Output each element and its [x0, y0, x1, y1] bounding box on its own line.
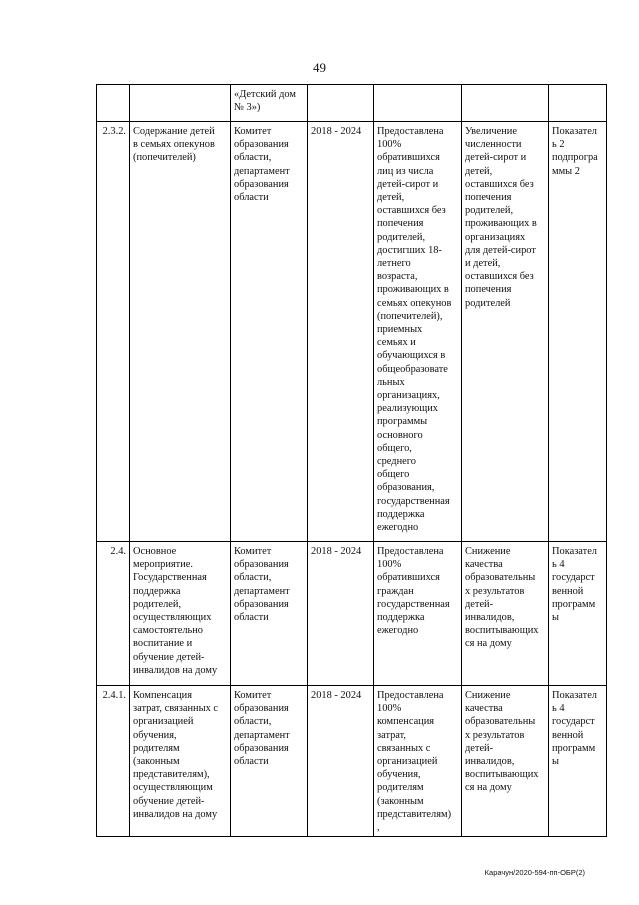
cell-line: Показател [552, 546, 597, 557]
cell-line: образования [234, 139, 289, 151]
cell-executor [231, 686, 308, 837]
cell-line: ммы 2 [552, 165, 580, 177]
cell-line: реализующих [377, 403, 438, 415]
cell-line: Государственная [133, 572, 207, 584]
cell-line: ы [552, 756, 559, 768]
cell-line: образования [234, 178, 289, 190]
cell-line: инвалидов, [465, 756, 515, 768]
cell-line: области [234, 612, 269, 624]
cell-line: родителей, [133, 598, 182, 610]
cell-line: венной [552, 585, 584, 597]
cell-line: № 3») [234, 102, 261, 114]
cell-line: поддержка [377, 612, 425, 624]
cell-result [374, 542, 462, 686]
cell-num [97, 686, 130, 837]
cell-line: самостоятельно [133, 625, 204, 637]
cell-line: летнего [377, 258, 411, 270]
cell-line: в семьях опекунов [133, 139, 215, 151]
cell-line: оставшихся без [465, 178, 534, 190]
cell-line: детей- [465, 598, 494, 610]
cell-line: Комитет [234, 546, 272, 557]
cell-line: Увеличение [465, 126, 517, 137]
cell-line: поддержка [133, 585, 181, 597]
cell-line: достигших 18- [377, 244, 442, 256]
cell-name [130, 542, 231, 686]
cell-line: родителей, [465, 205, 514, 217]
cell-line: государст [552, 572, 595, 584]
cell-name [130, 686, 231, 837]
cell-result [374, 122, 462, 542]
cell-line: детей- [465, 742, 494, 754]
cell-line: Предоставлена [377, 126, 444, 137]
cell-line: (попечителей) [133, 152, 196, 164]
cell-line: качества [465, 559, 503, 571]
cell-text: 2.4.1. [102, 690, 126, 701]
cell-consequence [462, 85, 549, 122]
cell-line: Содержание детей [133, 126, 215, 137]
cell-line: детей, [465, 165, 493, 177]
cell-line: образовательны [465, 572, 536, 584]
cell-line: и детей, [465, 258, 501, 270]
cell-result [374, 85, 462, 122]
cell-line: области [234, 756, 269, 768]
cell-line: ь 4 [552, 703, 565, 715]
cell-line: инвалидов, [465, 612, 515, 624]
cell-line: Показател [552, 690, 597, 701]
cell-line: Компенсация [133, 690, 192, 701]
table-row [97, 122, 607, 542]
cell-line: представителям) [377, 808, 452, 820]
cell-line: компенсация [377, 716, 435, 728]
cell-line: ы [552, 612, 559, 624]
cell-period [308, 85, 374, 122]
cell-num [97, 85, 130, 122]
cell-line: 100% [377, 703, 402, 715]
cell-line: программ [552, 742, 596, 754]
cell-text: 2.3.2. [102, 126, 126, 137]
cell-line: образования [234, 703, 289, 715]
cell-line: граждан [377, 585, 414, 597]
cell-name [130, 122, 231, 542]
cell-line: инвалидов на дому [133, 808, 218, 820]
cell-line: общего [377, 469, 410, 481]
cell-line: обратившихся [377, 572, 440, 584]
cell-line: ежегодно [377, 522, 419, 534]
cell-period [308, 122, 374, 542]
cell-line: венной [552, 729, 584, 741]
cell-consequence [462, 122, 549, 542]
cell-line: обратившихся [377, 152, 440, 164]
cell-line: попечения [377, 218, 424, 230]
cell-line: ь 4 [552, 559, 565, 571]
cell-line: затрат, связанных с [133, 703, 218, 715]
cell-line: поддержка [377, 508, 425, 520]
cell-line: образовательны [465, 716, 536, 728]
cell-line: возраста, [377, 271, 418, 283]
cell-line: ся на дому [465, 782, 512, 794]
cell-period [308, 686, 374, 837]
cell-line: качества [465, 703, 503, 715]
cell-line: области [234, 192, 269, 204]
cell-line: общеобразовате [377, 363, 448, 375]
cell-line: Комитет [234, 690, 272, 701]
cell-line: попечения [465, 192, 512, 204]
cell-indicator [549, 542, 607, 686]
cell-line: Снижение [465, 546, 511, 557]
cell-line: обучения, [133, 729, 177, 741]
cell-line: для детей-сирот [465, 244, 536, 256]
cell-line: департамент [234, 729, 290, 741]
cell-line: связанных с [377, 742, 431, 754]
cell-line: семьях опекунов [377, 297, 452, 309]
cell-line: области, [234, 716, 272, 728]
cell-line: программ [552, 598, 596, 610]
cell-line: приемных [377, 324, 423, 336]
cell-line: Показател [552, 126, 597, 137]
cell-line: Предоставлена [377, 546, 444, 557]
cell-executor [231, 542, 308, 686]
cell-line: детей-сирот и [377, 178, 439, 190]
cell-line: Предоставлена [377, 690, 444, 701]
cell-line: мероприятие. [133, 559, 193, 571]
cell-line: 100% [377, 559, 402, 571]
cell-line: образования [234, 598, 289, 610]
cell-line: организацией [377, 756, 438, 768]
cell-line: осуществляющих [133, 612, 212, 624]
cell-line: проживающих в [465, 218, 537, 230]
cell-line: семьях и [377, 337, 416, 349]
cell-num [97, 122, 130, 542]
cell-line: численности [465, 139, 522, 151]
cell-line: обучающихся в [377, 350, 446, 362]
cell-text: 2018 - 2024 [311, 126, 362, 137]
cell-line: воспитывающих [465, 769, 539, 781]
cell-line: программы [377, 416, 428, 428]
cell-line: образования [234, 742, 289, 754]
cell-line: х результатов [465, 585, 525, 597]
page-number: 49 [313, 60, 326, 75]
cell-line: Комитет [234, 126, 272, 137]
table-body [97, 85, 607, 837]
cell-line: обучения, [377, 769, 421, 781]
cell-line: детей-сирот и [465, 152, 527, 164]
table-row [97, 686, 607, 837]
cell-line: , [377, 822, 380, 834]
cell-line: государст [552, 716, 595, 728]
cell-line: организацией [133, 716, 194, 728]
cell-consequence [462, 542, 549, 686]
cell-line: проживающих в [377, 284, 449, 296]
cell-line: детей, [377, 192, 405, 204]
cell-line: организациях [465, 231, 526, 243]
cell-text: 2018 - 2024 [311, 690, 362, 701]
cell-line: департамент [234, 585, 290, 597]
cell-line: государственная [377, 495, 450, 507]
cell-consequence [462, 686, 549, 837]
cell-indicator [549, 122, 607, 542]
cell-line: образования [234, 559, 289, 571]
measures-table [96, 84, 607, 837]
cell-line: воспитание и [133, 638, 193, 650]
cell-result [374, 686, 462, 837]
cell-line: Снижение [465, 690, 511, 701]
cell-line: ежегодно [377, 625, 419, 637]
cell-line: «Детский дом [234, 89, 296, 100]
cell-line: оставшихся без [377, 205, 446, 217]
cell-line: оставшихся без [465, 271, 534, 283]
cell-period [308, 542, 374, 686]
cell-line: воспитывающих [465, 625, 539, 637]
cell-line: общего, [377, 442, 412, 454]
cell-line: области, [234, 572, 272, 584]
cell-line: льных [377, 376, 405, 388]
cell-line: родителям [133, 742, 180, 754]
cell-line: образования, [377, 482, 435, 494]
cell-text: 2.4. [110, 546, 126, 557]
table-row [97, 542, 607, 686]
cell-text: 2018 - 2024 [311, 546, 362, 557]
cell-line: родителям [377, 782, 424, 794]
cell-line: (законным [133, 756, 180, 768]
cell-line: обучение детей- [133, 651, 205, 663]
cell-line: среднего [377, 456, 416, 468]
cell-line: основного [377, 429, 423, 441]
cell-line: департамент [234, 165, 290, 177]
cell-line: организациях, [377, 390, 440, 402]
cell-line: осуществляющим [133, 782, 213, 794]
cell-line: родителей, [377, 231, 426, 243]
cell-line: лиц из числа [377, 165, 434, 177]
cell-indicator [549, 686, 607, 837]
cell-line: попечения [465, 284, 512, 296]
cell-line: 100% [377, 139, 402, 151]
cell-line: х результатов [465, 729, 525, 741]
cell-executor [231, 122, 308, 542]
cell-line: подпрогра [552, 152, 598, 164]
cell-line: Основное [133, 546, 177, 557]
cell-line: представителям), [133, 769, 210, 781]
document-code: Карачун/2020-594-пп-ОБР(2) [484, 868, 585, 877]
cell-executor [231, 85, 308, 122]
cell-line: обучение детей- [133, 795, 205, 807]
cell-line: родителей [465, 297, 511, 309]
cell-line: (попечителей), [377, 310, 443, 322]
cell-name [130, 85, 231, 122]
table-row [97, 85, 607, 122]
cell-line: (законным [377, 795, 424, 807]
cell-line: затрат, [377, 729, 407, 741]
cell-num [97, 542, 130, 686]
cell-indicator [549, 85, 607, 122]
cell-line: области, [234, 152, 272, 164]
cell-line: государственная [377, 598, 450, 610]
cell-line: инвалидов на дому [133, 664, 218, 676]
cell-line: ь 2 [552, 139, 565, 151]
cell-line: ся на дому [465, 638, 512, 650]
